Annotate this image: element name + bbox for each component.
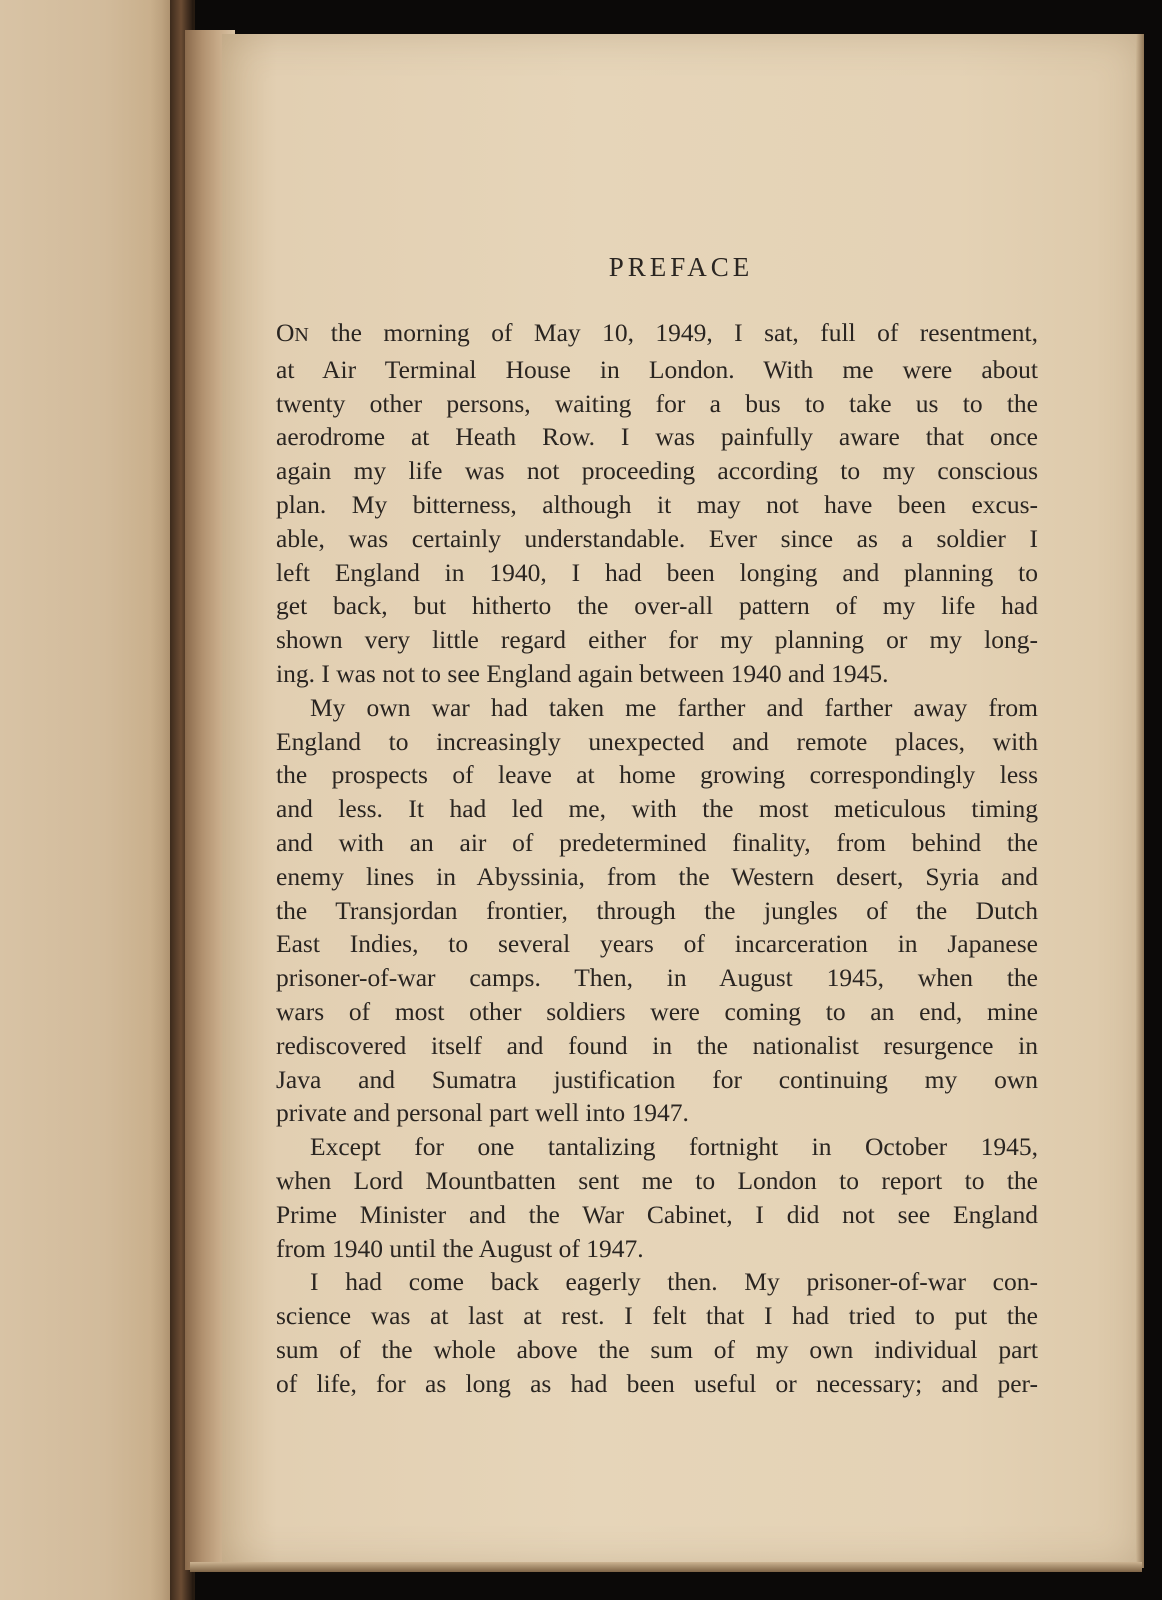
text-line: and less. It had led me, with the most meticulous timing [276, 794, 1038, 824]
text-line: Except for one tantalizing fortnight in October 1945, [310, 1132, 1038, 1162]
text-line: private and personal part well into 1947. [276, 1098, 689, 1128]
text-line: again my life was not proceeding according to my conscious [276, 456, 1038, 486]
text-line: get back, but hitherto the over-all pattern of my life had [276, 591, 1038, 621]
text-line: science was at last at rest. I felt that I had tried to put the [276, 1301, 1038, 1331]
text-line: prisoner-of-war camps. Then, in August 1945, when the [276, 963, 1038, 993]
text-line: Prime Minister and the War Cabinet, I did not see England [276, 1199, 1038, 1229]
text-line: wars of most other soldiers were coming to an end, mine [276, 996, 1038, 1026]
text-line: sum of the whole above the sum of my own individual part [276, 1334, 1038, 1364]
text-line: the prospects of leave at home growing correspondingly less [276, 760, 1038, 790]
text-line: and with an air of predetermined finality, from behind the [276, 827, 1038, 857]
text-line: aerodrome at Heath Row. I was painfully aware that once [276, 422, 1038, 452]
text-line: when Lord Mountbatten sent me to London to report to the [276, 1165, 1038, 1195]
initial-rest: N [294, 324, 310, 346]
text-line: East Indies, to several years of incarceration in Japanese [276, 929, 1038, 959]
text-line: England to increasingly unexpected and remote places, with [276, 726, 1038, 756]
opening-initial [276, 318, 309, 347]
text-line: I had come back eagerly then. My prisoner-of-war con- [310, 1267, 1038, 1297]
text-line: of life, for as long as had been useful or necessary; and per- [276, 1368, 1038, 1398]
initial-o: O [276, 318, 295, 347]
paragraph-4 [276, 1265, 1038, 1400]
opening-rest: the morning of May 10, 1949, I sat, full of resentment, [309, 318, 1038, 347]
text-line: twenty other persons, waiting for a bus to take us to the [276, 388, 1038, 418]
text-line [276, 316, 1038, 353]
text-line: Java and Sumatra justification for continuing my own [276, 1064, 1038, 1094]
text-line: at Air Terminal House in London. With me were about [276, 354, 1038, 384]
text-line: My own war had taken me farther and farther away from [310, 692, 1038, 722]
text-line: the Transjordan frontier, through the jungles of the Dutch [276, 895, 1038, 925]
text-line: plan. My bitterness, although it may not have been excus- [276, 489, 1038, 519]
text-line: shown very little regard either for my planning or my long- [276, 625, 1038, 655]
page-heading: PREFACE [608, 252, 754, 282]
text-line: enemy lines in Abyssinia, from the Western desert, Syria and [276, 861, 1038, 891]
paragraph-2 [276, 691, 1038, 1130]
text-line: ing. I was not to see England again between 1940 and 1945. [276, 658, 889, 688]
paragraph-3 [276, 1130, 1038, 1265]
text-line: able, was certainly understandable. Ever since as a soldier I [276, 523, 1038, 553]
text-line: rediscovered itself and found in the nationalist resurgence in [276, 1030, 1038, 1060]
text-line: from 1940 until the August of 1947. [276, 1233, 644, 1263]
text-line: left England in 1940, I had been longing and planning to [276, 557, 1038, 587]
preface-text [276, 316, 1038, 1401]
paragraph-1 [276, 316, 1038, 691]
page-edge-bottom [190, 1562, 1142, 1572]
